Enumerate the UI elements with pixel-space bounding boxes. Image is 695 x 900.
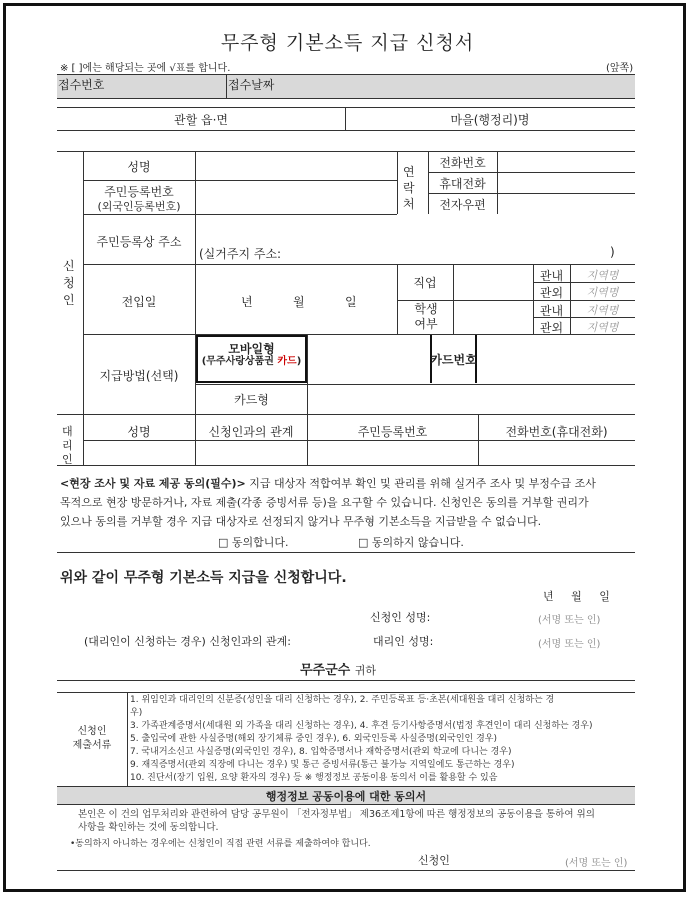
student-outside-label: 관외: [539, 321, 564, 335]
applicant-section-label: 신청인: [63, 259, 75, 307]
job-outside-label: 관외: [539, 286, 564, 300]
eup-myeon-label: 관할 읍·면: [174, 113, 228, 127]
recipient: 무주군수 귀하: [300, 663, 377, 678]
name-input[interactable]: [196, 152, 396, 179]
phone-input[interactable]: [498, 152, 635, 171]
documents-label: 신청인 제출서류: [72, 726, 112, 751]
payment-method-label: 지급방법(선택): [99, 369, 179, 383]
agent-phone-label: 전화번호(휴대전화): [505, 425, 608, 439]
agent-rrn-label: 주민등록번호: [357, 425, 428, 439]
card-number-label: 카드번호: [430, 353, 477, 367]
email-input[interactable]: [498, 194, 635, 213]
agent-relation-sign-label: (대리인이 신청하는 경우) 신청인과의 관계:: [84, 635, 291, 648]
job-inside-region[interactable]: 지역명: [586, 269, 619, 282]
agent-sign-label: 대리인 성명:: [373, 635, 434, 648]
documents-item: 7. 국내거소신고 사실증명(외국인인 경우), 8. 입학증명서나 재학증명서(관외 학교에 다니는 경우): [130, 747, 512, 757]
admin-consent-text: 본인은 이 건의 업무처리와 관련하여 담당 공무원이 「전자정부법」 제36조제1항에 따른 행정정보의 공동이용을 통하여 위의 사항을 확인하는 것에 동의합니다.: [78, 809, 595, 833]
documents-item: 10. 진단서(장기 입원, 요양 환자의 경우) 등 ※ 행정정보 공동이용 동의서 이를 활용할 수 있음: [130, 773, 498, 783]
agent-relation-label: 신청인과의 관계: [208, 425, 294, 439]
real-address-label: (실거주지 주소:: [199, 247, 282, 261]
rrn-input[interactable]: [196, 181, 396, 213]
village-label: 마을(행정리)명: [450, 113, 530, 127]
real-address-close: ): [610, 245, 615, 259]
agent-section-label: 대리인: [62, 425, 73, 466]
documents-item: 우): [130, 708, 143, 718]
student-label: 학생여부: [414, 302, 438, 331]
move-in-label: 전입일: [121, 295, 157, 309]
applicant-sign-hint[interactable]: (서명 또는 인): [538, 615, 601, 626]
phone-label: 전화번호: [439, 156, 486, 170]
documents-item: 5. 출입국에 관한 사실증명(해외 장기체류 중인 경우), 6. 외국인등록 사실증명(외국인인 경우): [130, 734, 497, 744]
agent-sign-hint[interactable]: (서명 또는 인): [538, 639, 601, 650]
student-inside-region[interactable]: 지역명: [586, 304, 619, 317]
mobile-label: 휴대전화: [439, 177, 486, 191]
job-outside-region[interactable]: 지역명: [586, 286, 619, 299]
agent-name-label: 성명: [127, 425, 151, 439]
job-inside-label: 관내: [539, 269, 564, 283]
documents-item: 3. 가족관계증명서(세대원 외 가족을 대리 신청하는 경우), 4. 후견 등기사항증명서(법정 후견인이 대리 신청하는 경우): [130, 721, 593, 731]
card-number-input[interactable]: [478, 335, 635, 383]
consent-disagree-checkbox[interactable]: □ 동의하지 않습니다.: [358, 536, 464, 549]
admin-consent-note: •동의하지 아니하는 경우에는 신청인이 직접 관련 서류를 제출하여야 합니다.: [70, 839, 371, 849]
contact-label: 연락처: [403, 165, 415, 211]
admin-consent-title: 행정정보 공동이용에 대한 동의서: [265, 790, 427, 803]
student-outside-region[interactable]: 지역명: [586, 321, 619, 334]
applicant-sign-label: 신청인 성명:: [370, 611, 431, 624]
move-in-day: 일: [345, 295, 357, 309]
address-label: 주민등록상 주소: [96, 235, 182, 249]
receipt-number-label: 접수번호: [58, 78, 105, 92]
receipt-row: [57, 74, 635, 98]
admin-consent-sign-label: 신청인: [418, 854, 450, 867]
rrn-label: 주민등록번호: [104, 185, 174, 199]
move-in-year: 년: [241, 295, 253, 309]
rrn-sub-label: (외국인등록번호): [97, 200, 181, 213]
card-type-option[interactable]: 카드형: [234, 393, 269, 407]
documents-item: 1. 위임인과 대리인의 신분증(성인을 대리 신청하는 경우), 2. 주민등록표 등·초본(세대원을 대리 신청하는 경: [130, 695, 555, 705]
name-label: 성명: [127, 160, 151, 174]
mobile-input[interactable]: [498, 173, 635, 192]
page-side: (앞쪽): [606, 63, 634, 74]
receipt-date-label: 접수날짜: [228, 78, 275, 92]
address-input[interactable]: [196, 215, 635, 241]
form-title: 무주형 기본소득 지급 신청서: [220, 32, 475, 54]
declaration-text: 위와 같이 무주형 기본소득 지급을 신청합니다.: [60, 570, 347, 586]
check-note: ※ [ ]에는 해당되는 곳에 √표를 합니다.: [60, 63, 231, 74]
email-label: 전자우편: [439, 198, 486, 212]
student-inside-label: 관내: [539, 304, 564, 318]
mobile-type-option[interactable]: [196, 335, 307, 383]
mobile-type-label: 모바일형: [228, 342, 275, 356]
mobile-type-sub: (무주사랑상품권 카드): [201, 356, 302, 367]
documents-item: 9. 재직증명서(관외 직장에 다니는 경우) 및 통근 증빙서류(통근 불가능 지역일에도 통근하는 경우): [130, 760, 515, 770]
consent-text: <현장 조사 및 자료 제공 동의(필수)> 지급 대상자 적합여부 확인 및 관리를 위해 실거주 조사 및 부정수급 조사 목적으로 현장 방문하거나, 자료 제출(각종 증빙서류 등)을 요구할 수 있습니다. 신청인은 동의를 거부할 권리가 있으나 동의를 거부할 경우 지급 대상자로 선정되지 않거나 무주형 기본소득을 지급받을 수 없습니다.: [60, 477, 596, 528]
consent-agree-checkbox[interactable]: □ 동의합니다.: [218, 536, 289, 549]
job-label: 직업: [413, 276, 437, 290]
documents-list: [130, 694, 635, 785]
admin-consent-sign-hint[interactable]: (서명 또는 인): [565, 858, 628, 869]
declaration-date: 년 월 일: [543, 590, 610, 603]
move-in-month: 월: [293, 295, 305, 309]
